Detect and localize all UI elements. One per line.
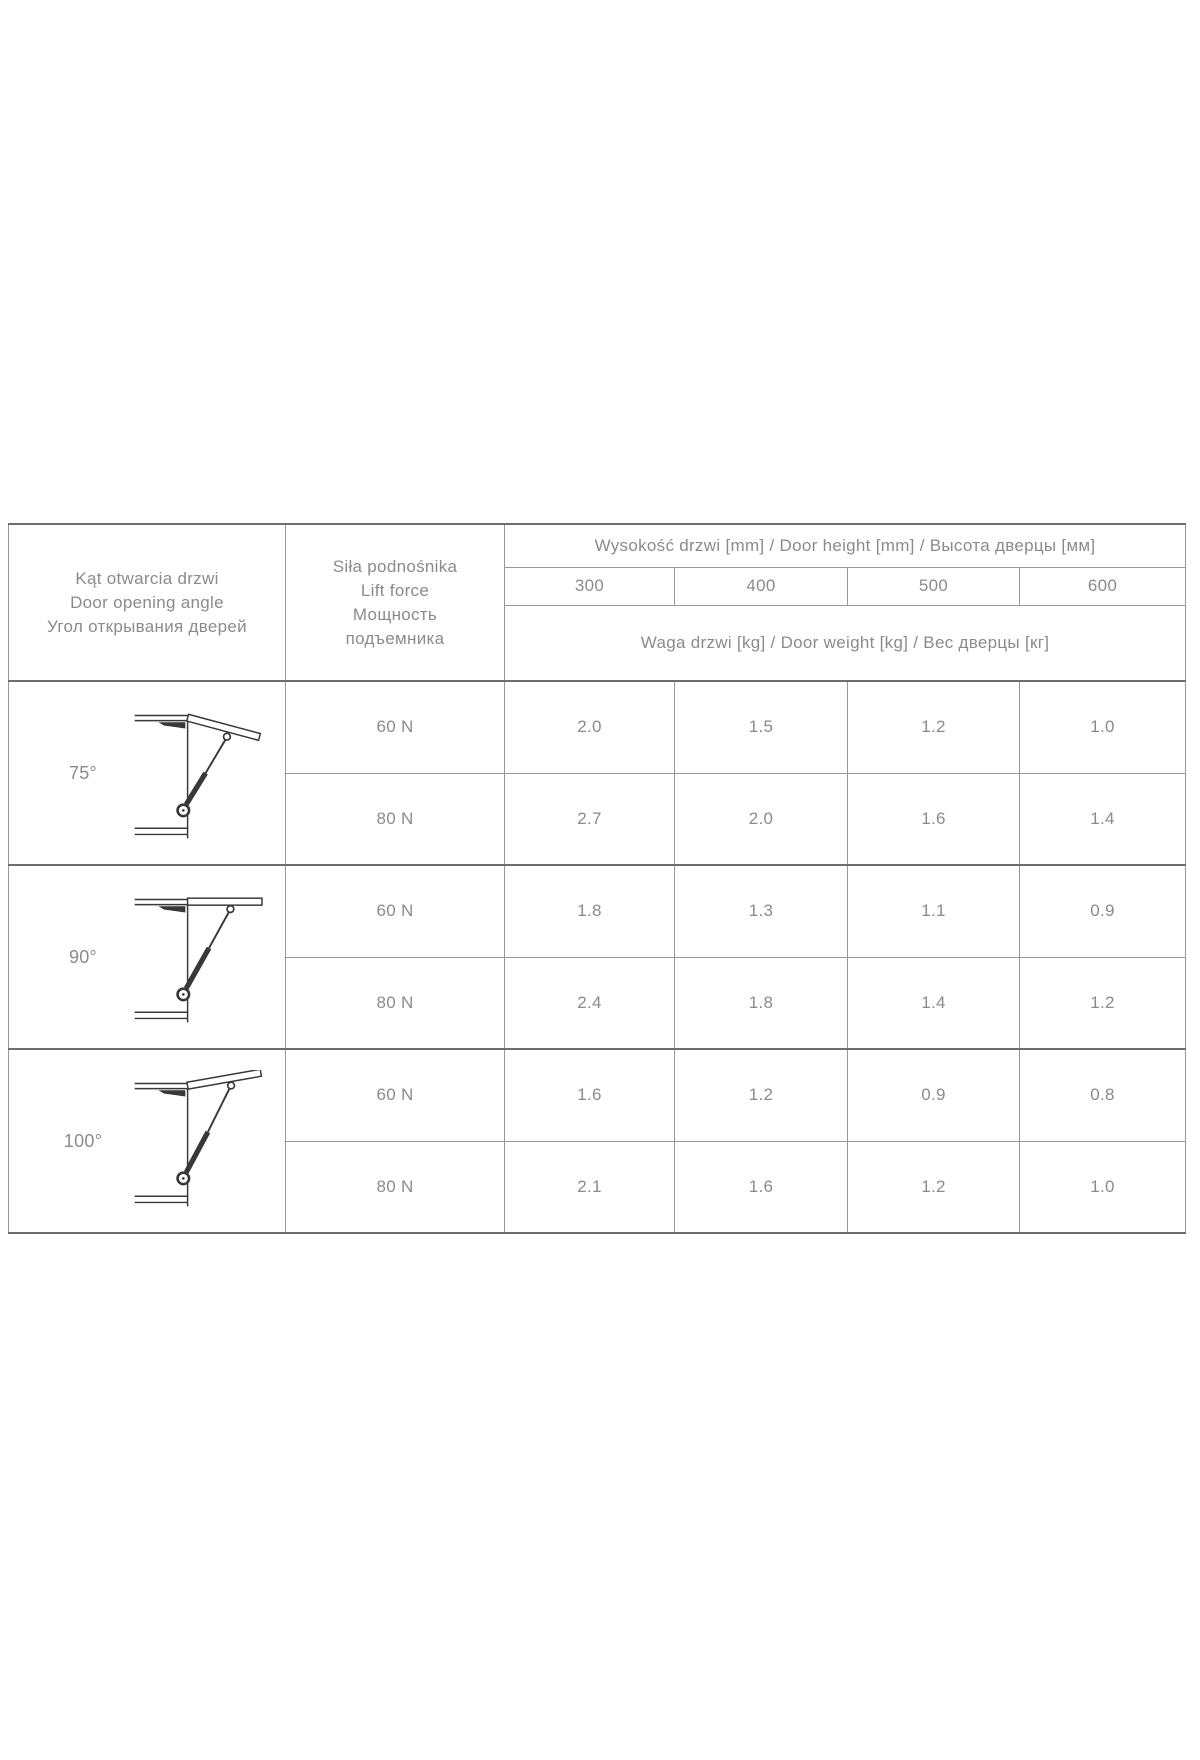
door-open-100-diagram-icon [131, 1070, 269, 1212]
angle-label-90: 90° [68, 946, 98, 967]
header-force-line-ru2: подъемника [345, 628, 445, 648]
weight-75-60-500: 1.2 [848, 681, 1020, 773]
force-cell-90-80: 80 N [286, 957, 505, 1049]
weight-100-80-400: 1.6 [675, 1141, 848, 1233]
angle-cell-90 [9, 865, 286, 1049]
weight-90-60-600: 0.9 [1020, 865, 1186, 957]
header-angle-line-ru: Угол открывания дверей [47, 616, 247, 636]
weight-100-80-300: 2.1 [505, 1141, 675, 1233]
door-open-75-diagram-icon [131, 702, 269, 844]
header-height-600: 600 [1020, 567, 1186, 605]
weight-75-60-400: 1.5 [675, 681, 848, 773]
weight-90-80-400: 1.8 [675, 957, 848, 1049]
weight-90-80-600: 1.2 [1020, 957, 1186, 1049]
header-height-300: 300 [505, 567, 675, 605]
weight-100-80-600: 1.0 [1020, 1141, 1186, 1233]
weight-100-60-300: 1.6 [505, 1049, 675, 1141]
weight-100-80-500: 1.2 [848, 1141, 1020, 1233]
angle-cell-75 [9, 681, 286, 865]
force-cell-100-60: 60 N [286, 1049, 505, 1141]
angle-label-75: 75° [68, 762, 98, 783]
header-lift-force [286, 524, 505, 681]
header-angle-line-en: Door opening angle [70, 592, 224, 612]
header-door-opening-angle [9, 524, 286, 681]
force-cell-75-60: 60 N [286, 681, 505, 773]
weight-100-60-600: 0.8 [1020, 1049, 1186, 1141]
force-cell-100-80: 80 N [286, 1141, 505, 1233]
weight-90-60-300: 1.8 [505, 865, 675, 957]
weight-75-80-600: 1.4 [1020, 773, 1186, 865]
header-angle-line-pl: Kąt otwarcia drzwi [75, 568, 219, 588]
header-height-500: 500 [848, 567, 1020, 605]
header-force-line-en: Lift force [360, 580, 430, 600]
force-cell-75-80: 80 N [286, 773, 505, 865]
weight-75-60-300: 2.0 [505, 681, 675, 773]
header-force-line-pl: Siła podnośnika [332, 556, 458, 576]
header-door-weight: Waga drzwi [kg] / Door weight [kg] / Вес дверцы [кг] [505, 605, 1186, 681]
force-cell-90-60: 60 N [286, 865, 505, 957]
header-door-height: Wysokość drzwi [mm] / Door height [mm] / Высота дверцы [мм] [505, 524, 1186, 567]
weight-75-80-400: 2.0 [675, 773, 848, 865]
header-force-line-ru1: Мощность [352, 604, 438, 624]
angle-cell-100 [9, 1049, 286, 1233]
door-lift-spec-table [8, 523, 1186, 1234]
weight-100-60-500: 0.9 [848, 1049, 1020, 1141]
weight-90-80-300: 2.4 [505, 957, 675, 1049]
door-open-90-diagram-icon [131, 886, 269, 1028]
weight-75-80-500: 1.6 [848, 773, 1020, 865]
angle-label-100: 100° [63, 1130, 103, 1151]
weight-90-60-500: 1.1 [848, 865, 1020, 957]
weight-100-60-400: 1.2 [675, 1049, 848, 1141]
weight-90-60-400: 1.3 [675, 865, 848, 957]
header-height-400: 400 [675, 567, 848, 605]
weight-75-60-600: 1.0 [1020, 681, 1186, 773]
weight-75-80-300: 2.7 [505, 773, 675, 865]
weight-90-80-500: 1.4 [848, 957, 1020, 1049]
